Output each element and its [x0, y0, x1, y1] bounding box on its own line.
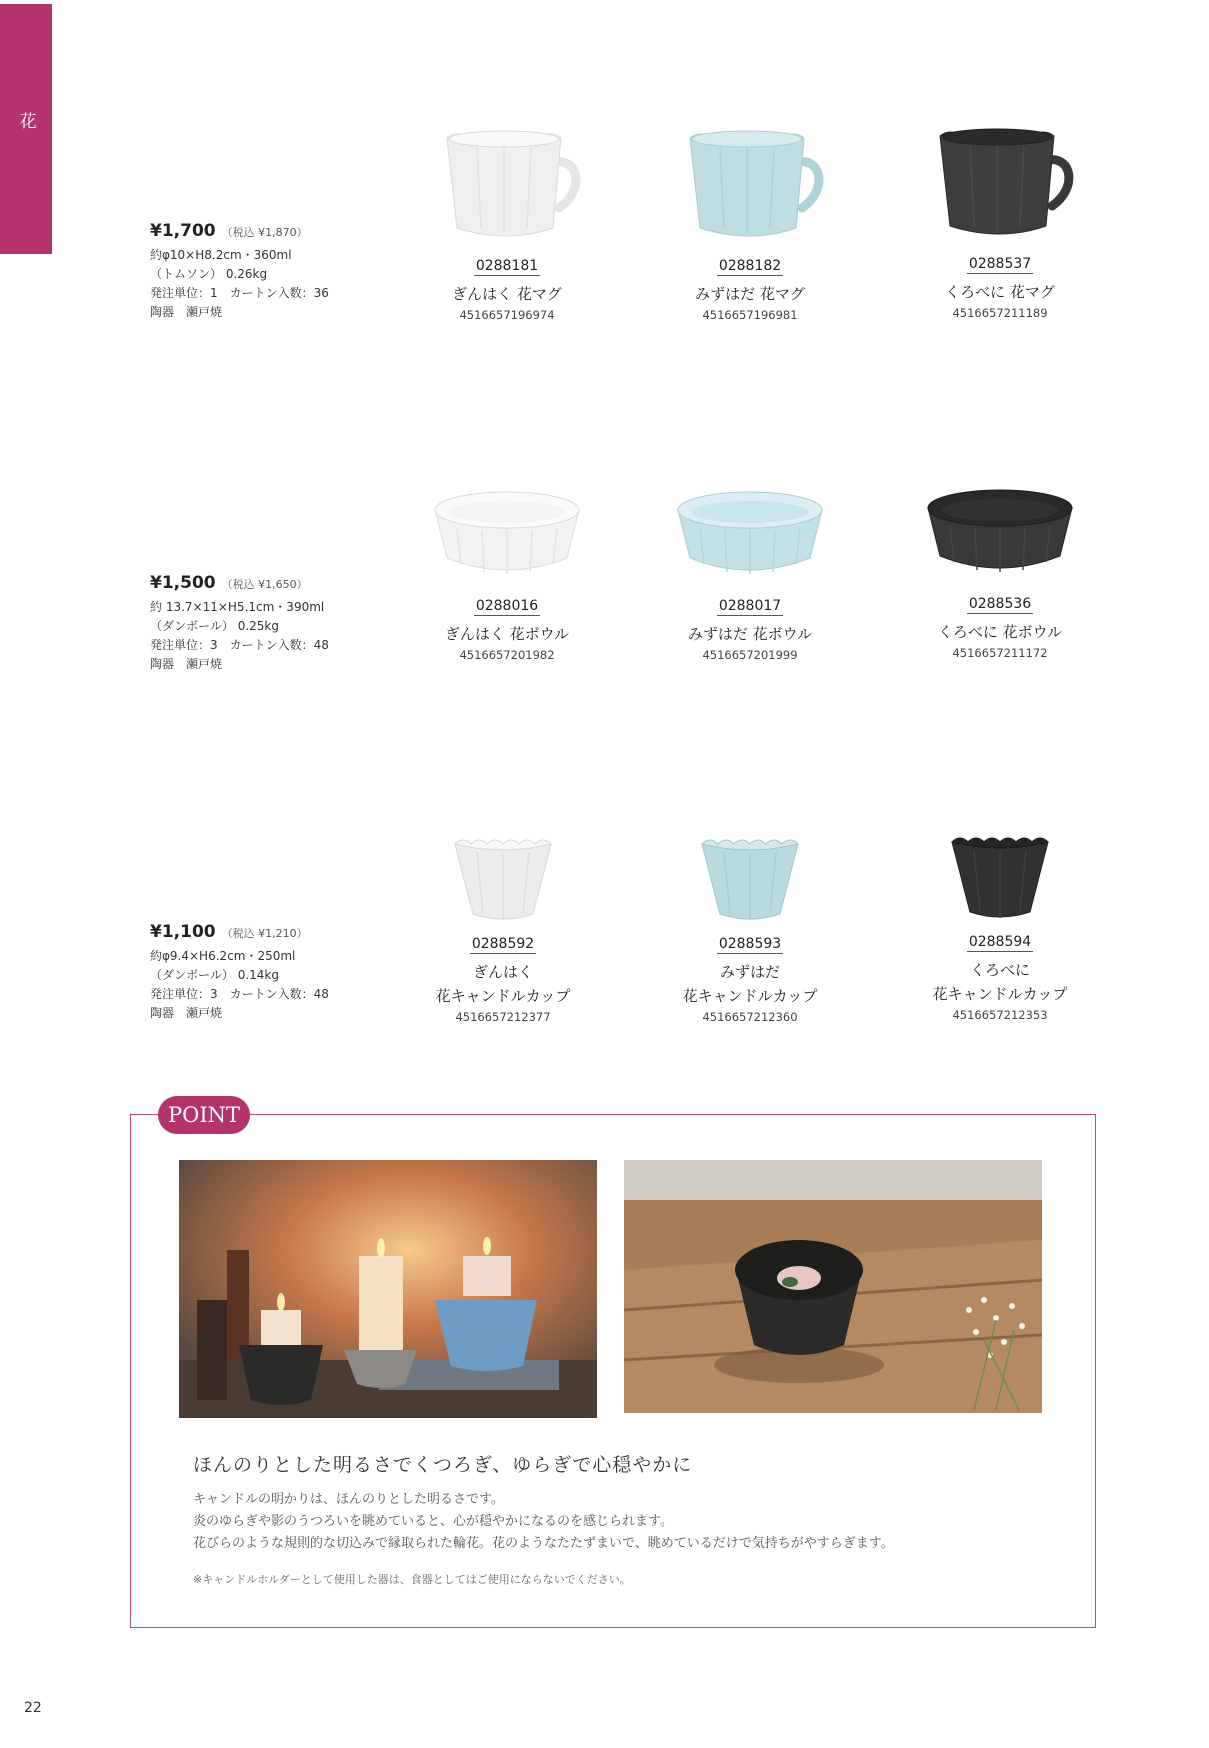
page-number: 22 — [24, 1700, 42, 1716]
product-code: 0288017 — [718, 598, 782, 614]
price: ¥1,500 （税込 ¥1,650） — [150, 573, 308, 593]
point-note: ※キャンドルホルダーとして使用した器は、食器としてはご使用にならないでください。 — [193, 1573, 631, 1586]
product-code: 0288537 — [968, 256, 1032, 272]
bowl-image — [920, 478, 1080, 588]
spec-order-unit: 発注単位：3 カートン入数：48 — [150, 987, 329, 1001]
spec-material: 陶器 瀬戸焼 — [150, 657, 223, 671]
category-label: 花 — [15, 112, 36, 131]
spec-order-unit: 発注単位：1 カートン入数：36 — [150, 286, 329, 300]
product-card[interactable] — [407, 480, 607, 662]
group-candle-cup-specs — [150, 923, 329, 1023]
jan-code: 4516657201999 — [702, 648, 798, 662]
product-code: 0288594 — [968, 934, 1032, 950]
product-code: 0288536 — [968, 596, 1032, 612]
product-card[interactable] — [650, 480, 850, 662]
mug-image — [427, 120, 587, 250]
spec-material: 陶器 瀬戸焼 — [150, 305, 223, 319]
spec-weight: （トムソン） 0.26kg — [150, 267, 268, 281]
spec-size: 約 13.7×11×H5.1cm・390ml — [150, 600, 325, 614]
spec-order-unit: 発注単位：3 カートン入数：48 — [150, 638, 329, 652]
jan-code: 4516657211189 — [952, 306, 1048, 320]
mug-image — [920, 118, 1080, 248]
product-name: くろべに 花ボウル — [937, 623, 1063, 641]
spec-weight: （ダンボール） 0.25kg — [150, 619, 279, 633]
point-label: POINT — [158, 1096, 250, 1134]
spec-material: 陶器 瀬戸焼 — [150, 1006, 223, 1020]
jan-code: 4516657212360 — [702, 1010, 798, 1024]
candle-photo — [179, 1160, 597, 1418]
product-name: ぎんはく 花キャンドルカップ — [435, 963, 571, 1005]
candle-cup-image — [940, 826, 1060, 926]
bowl-image — [427, 480, 587, 590]
price: ¥1,700 （税込 ¥1,870） — [150, 221, 308, 241]
product-name: みずはだ 花マグ — [695, 285, 805, 303]
candle-cup-image — [690, 828, 810, 928]
jan-code: 4516657201982 — [459, 648, 555, 662]
product-name: ぎんはく 花ボウル — [444, 625, 570, 643]
point-body: キャンドルの明かりは、ほんのりとした明るさです。 炎のゆらぎや影のうつろいを眺めていると、心が穏やかになるのを感じられます。 花びらのような規則的な切込みで縁取られた輪花。花のようなたたずまいで、眺めているだけで気持ちがやすらぎます。 — [193, 1492, 894, 1551]
product-name: くろべに 花キャンドルカップ — [932, 961, 1068, 1003]
product-name: みずはだ 花ボウル — [687, 625, 813, 643]
group-bowl-specs — [150, 574, 329, 674]
price: ¥1,100 （税込 ¥1,210） — [150, 922, 308, 942]
product-card[interactable] — [650, 120, 850, 322]
jan-code: 4516657211172 — [952, 646, 1048, 660]
product-code: 0288016 — [475, 598, 539, 614]
mug-image — [670, 120, 830, 250]
product-card[interactable] — [900, 826, 1100, 1022]
bowl-photo — [624, 1160, 1042, 1413]
group-mug-specs — [150, 222, 329, 322]
spec-weight: （ダンボール） 0.14kg — [150, 968, 279, 982]
product-card[interactable] — [407, 120, 607, 322]
candle-cup-image — [443, 828, 563, 928]
product-name: みずはだ 花キャンドルカップ — [682, 963, 818, 1005]
product-card[interactable] — [900, 478, 1100, 660]
product-code: 0288592 — [471, 936, 535, 952]
spec-size: 約φ9.4×H6.2cm・250ml — [150, 949, 296, 963]
jan-code: 4516657196974 — [459, 308, 555, 322]
product-code: 0288181 — [475, 258, 539, 274]
bowl-image — [670, 480, 830, 590]
point-headline: ほんのりとした明るさでくつろぎ、ゆらぎで心穏やかに — [193, 1454, 693, 1476]
jan-code: 4516657212377 — [455, 1010, 551, 1024]
product-card[interactable] — [650, 828, 850, 1024]
spec-size: 約φ10×H8.2cm・360ml — [150, 248, 292, 262]
product-name: くろべに 花マグ — [945, 283, 1055, 301]
product-code: 0288182 — [718, 258, 782, 274]
product-code: 0288593 — [718, 936, 782, 952]
category-side-tab — [0, 4, 52, 254]
jan-code: 4516657212353 — [952, 1008, 1048, 1022]
product-name: ぎんはく 花マグ — [452, 285, 562, 303]
product-card[interactable] — [403, 828, 603, 1024]
product-card[interactable] — [900, 118, 1100, 320]
jan-code: 4516657196981 — [702, 308, 798, 322]
